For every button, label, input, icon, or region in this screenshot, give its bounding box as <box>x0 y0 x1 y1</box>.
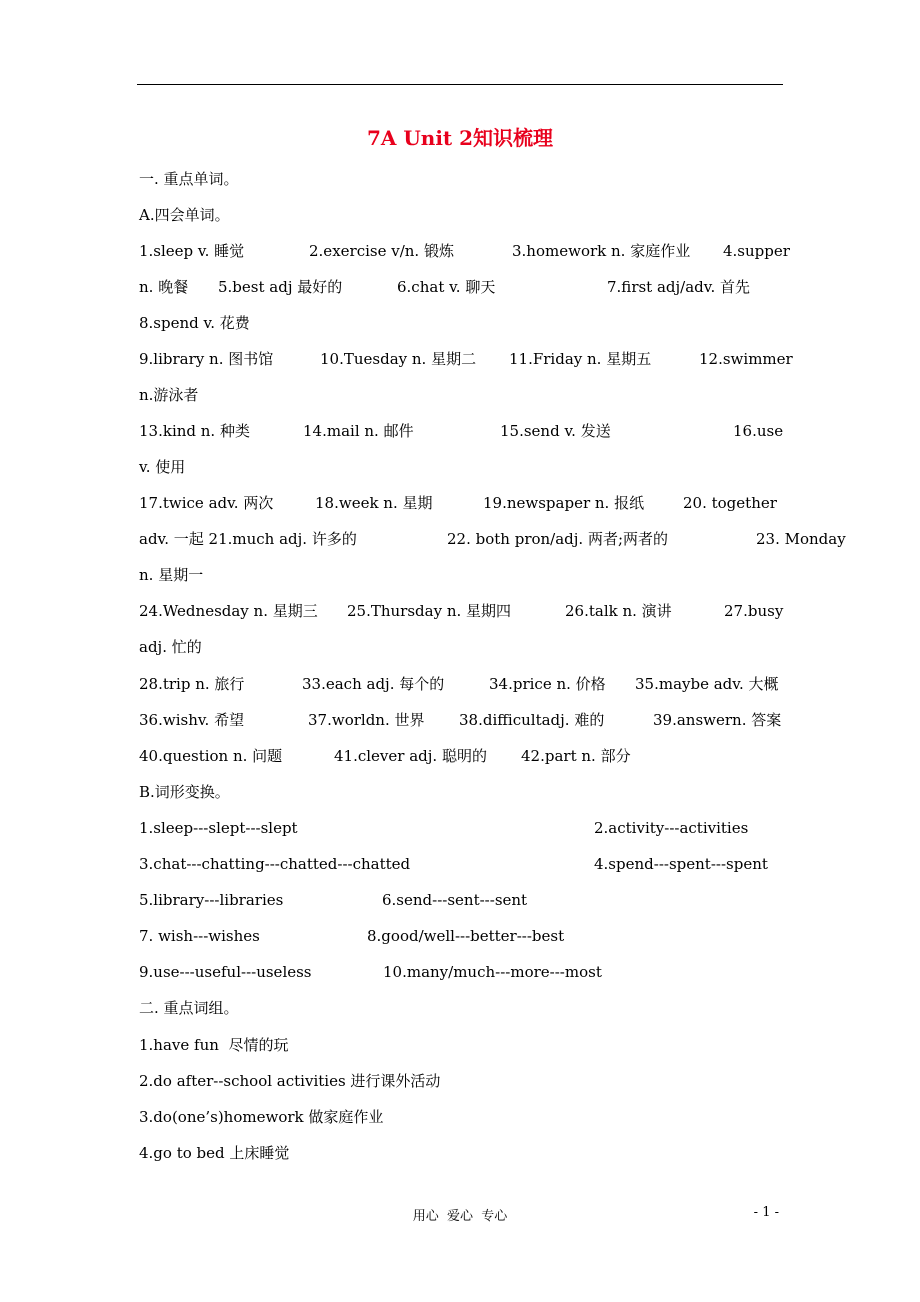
vocab-item: 12.swimmer <box>699 350 793 368</box>
vocab-item: adj. 忙的 <box>139 638 202 656</box>
vocab-item: 24.Wednesday n. 星期三 <box>139 602 318 620</box>
vocab-item: n. 星期一 <box>139 566 204 584</box>
vocab-row <box>139 744 631 768</box>
word-form-row <box>139 960 602 984</box>
vocab-item: 15.send v. 发送 <box>500 422 611 440</box>
section-2-heading: 二. 重点词组。 <box>139 999 239 1017</box>
word-form-item: 3.chat---chatting---chatted---chatted <box>139 855 411 873</box>
phrase-item: 3.do(one’s)homework 做家庭作业 <box>139 1108 384 1126</box>
vocab-row <box>139 419 784 443</box>
word-form-row <box>139 816 749 840</box>
vocab-row <box>139 275 751 299</box>
vocab-item: 6.chat v. 聊天 <box>397 278 496 296</box>
vocab-item: 4.supper <box>723 242 790 260</box>
vocab-item: 3.homework n. 家庭作业 <box>512 242 691 260</box>
vocab-item: 11.Friday n. 星期五 <box>509 350 652 368</box>
page-title: 7A Unit 2知识梳理 <box>366 126 554 150</box>
vocab-item: 17.twice adv. 两次 <box>139 494 274 512</box>
footer-motto: 用心 爱心 专心 <box>412 1209 508 1224</box>
word-form-item: 10.many/much---more---most <box>383 963 602 981</box>
vocab-row <box>139 635 202 659</box>
word-form-row <box>139 852 768 876</box>
phrase-item: 4.go to bed 上床睡觉 <box>139 1144 290 1162</box>
vocab-item: 7.first adj/adv. 首先 <box>607 278 751 296</box>
page-number: - 1 - <box>753 1205 779 1220</box>
vocab-item: 28.trip n. 旅行 <box>139 675 245 693</box>
vocab-item: 10.Tuesday n. 星期二 <box>320 350 477 368</box>
vocab-item: 13.kind n. 种类 <box>139 422 250 440</box>
word-form-row <box>139 888 528 912</box>
vocab-item: 2.exercise v/n. 锻炼 <box>309 242 454 260</box>
header-rule <box>137 84 783 85</box>
vocab-item: 5.best adj 最好的 <box>218 278 343 296</box>
vocab-item: 25.Thursday n. 星期四 <box>347 602 512 620</box>
vocab-item: 35.maybe adv. 大概 <box>635 675 779 693</box>
vocab-item: adv. 一起 21.much adj. 许多的 <box>139 530 357 548</box>
vocab-row <box>139 239 790 263</box>
word-form-item: 6.send---sent---sent <box>382 891 528 909</box>
word-form-item: 9.use---useful---useless <box>139 963 312 981</box>
vocab-item: 8.spend v. 花费 <box>139 314 250 332</box>
vocab-row <box>139 708 782 732</box>
word-form-row <box>139 924 565 948</box>
word-form-item: 5.library---libraries <box>139 891 284 909</box>
vocab-item: 41.clever adj. 聪明的 <box>334 747 487 765</box>
vocab-item: 23. Monday <box>756 530 846 548</box>
vocab-item: n. 晚餐 <box>139 278 189 296</box>
part-a-heading: A.四会单词。 <box>139 206 230 224</box>
word-form-item: 8.good/well---better---best <box>367 927 565 945</box>
vocab-item: 27.busy <box>724 602 784 620</box>
vocab-row <box>139 455 186 479</box>
vocab-item: 36.wishv. 希望 <box>139 711 245 729</box>
vocab-row <box>139 383 199 407</box>
vocab-row <box>139 672 779 696</box>
part-b-heading: B.词形变换。 <box>139 783 230 801</box>
vocab-row <box>139 527 846 551</box>
vocab-item: 26.talk n. 演讲 <box>565 602 672 620</box>
vocab-item: 22. both pron/adj. 两者;两者的 <box>447 530 669 548</box>
vocab-item: 20. together <box>683 494 777 512</box>
vocab-item: n.游泳者 <box>139 386 199 404</box>
vocab-item: 37.worldn. 世界 <box>308 711 425 729</box>
vocab-row <box>139 563 204 587</box>
vocab-item: 40.question n. 问题 <box>139 747 283 765</box>
section-1-heading: 一. 重点单词。 <box>139 170 239 188</box>
vocab-item: 14.mail n. 邮件 <box>303 422 414 440</box>
vocab-item: 42.part n. 部分 <box>521 747 631 765</box>
vocab-row <box>139 599 784 623</box>
vocab-row <box>139 491 777 515</box>
vocab-row <box>139 311 250 335</box>
vocab-item: 19.newspaper n. 报纸 <box>483 494 645 512</box>
vocab-item: 16.use <box>733 422 784 440</box>
vocab-item: v. 使用 <box>139 458 186 476</box>
vocab-item: 38.difficultadj. 难的 <box>459 711 605 729</box>
vocab-item: 39.answern. 答案 <box>653 711 782 729</box>
vocab-item: 34.price n. 价格 <box>489 675 606 693</box>
vocab-item: 9.library n. 图书馆 <box>139 350 274 368</box>
vocab-item: 33.each adj. 每个的 <box>302 675 445 693</box>
word-form-item: 7. wish---wishes <box>139 927 260 945</box>
phrase-item: 1.have fun 尽情的玩 <box>139 1036 289 1054</box>
word-form-item: 1.sleep---slept---slept <box>139 819 298 837</box>
word-form-item: 2.activity---activities <box>594 819 749 837</box>
vocab-item: 1.sleep v. 睡觉 <box>139 242 245 260</box>
vocab-row <box>139 347 793 371</box>
phrase-item: 2.do after--school activities 进行课外活动 <box>139 1072 441 1090</box>
word-form-item: 4.spend---spent---spent <box>594 855 768 873</box>
vocab-item: 18.week n. 星期 <box>315 494 433 512</box>
